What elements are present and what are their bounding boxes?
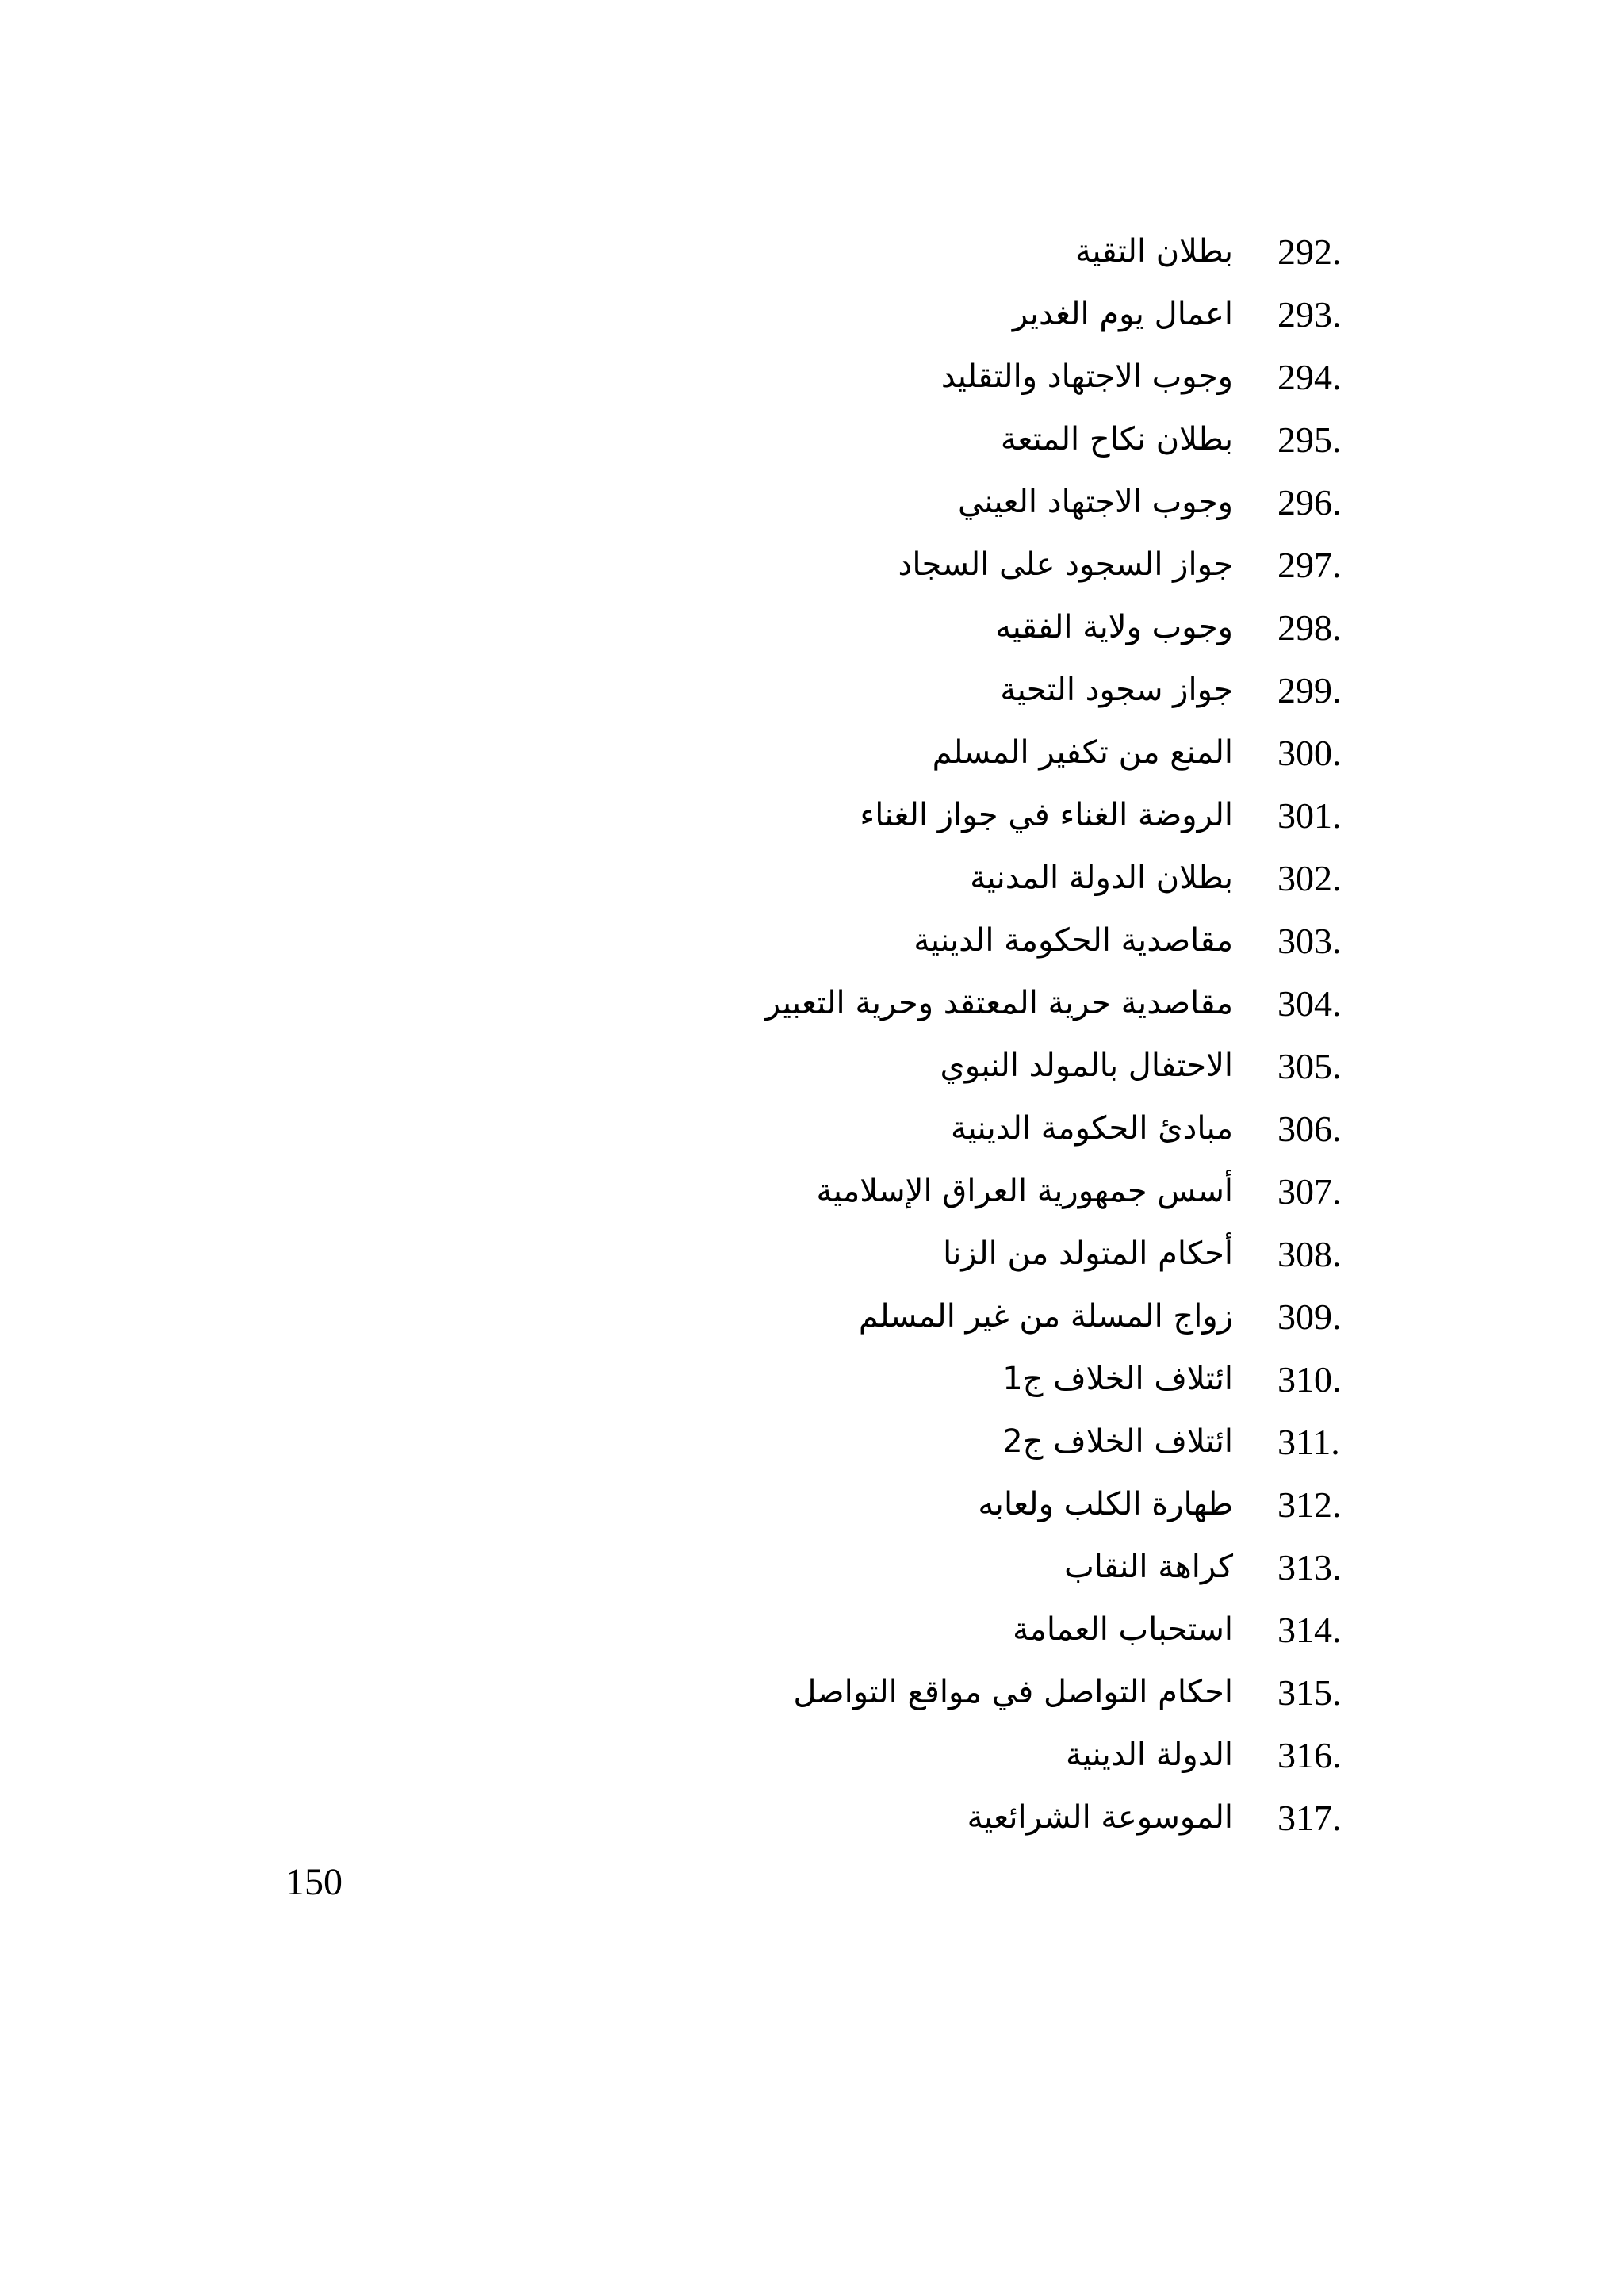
item-title: بطلان التقية xyxy=(1074,233,1233,270)
list-item xyxy=(0,1223,1624,1285)
book-list xyxy=(0,220,1624,1849)
item-title: الروضة الغناء في جواز الغناء xyxy=(860,797,1233,833)
list-item xyxy=(0,596,1624,659)
list-item xyxy=(0,910,1624,972)
item-title: وجوب الاجتهاد والتقليد xyxy=(940,358,1233,395)
list-item xyxy=(0,1599,1624,1661)
item-title: اعمال يوم الغدير xyxy=(1012,296,1233,332)
item-title: استحباب العمامة xyxy=(1013,1611,1233,1648)
item-title: بطلان نكاح المتعة xyxy=(1000,421,1233,458)
item-number: 303. xyxy=(1277,921,1342,961)
item-title: المنع من تكفير المسلم xyxy=(932,734,1233,771)
list-item xyxy=(0,784,1624,847)
item-number: 314. xyxy=(1277,1610,1342,1650)
item-number: 299. xyxy=(1277,670,1342,710)
item-number: 302. xyxy=(1277,858,1342,898)
item-title: أسس جمهورية العراق الإسلامية xyxy=(816,1173,1233,1209)
item-title: زواج المسلة من غير المسلم xyxy=(858,1298,1233,1335)
item-number: 298. xyxy=(1277,607,1342,648)
item-title: الاحتفال بالمولد النبوي xyxy=(940,1047,1233,1084)
list-item xyxy=(0,1473,1624,1536)
item-title: احكام التواصل في مواقع التواصل xyxy=(793,1674,1233,1710)
item-number: 295. xyxy=(1277,419,1342,460)
item-number: 316. xyxy=(1277,1735,1342,1775)
list-item xyxy=(0,1787,1624,1849)
list-item xyxy=(0,346,1624,408)
item-title: ائتلاف الخلاف ج2 xyxy=(1002,1423,1233,1460)
item-number: 310. xyxy=(1277,1359,1342,1400)
item-title: مبادئ الحكومة الدينية xyxy=(951,1110,1233,1147)
item-title: جواز السجود على السجاد xyxy=(898,546,1233,583)
item-number: 307. xyxy=(1277,1171,1342,1212)
list-item xyxy=(0,220,1624,283)
item-number: 311. xyxy=(1277,1422,1340,1462)
list-item xyxy=(0,471,1624,534)
item-title: ائتلاف الخلاف ج1 xyxy=(1002,1361,1233,1397)
item-title: وجوب الاجتهاد العيني xyxy=(957,484,1233,520)
item-title: وجوب ولاية الفقيه xyxy=(995,609,1233,645)
item-number: 296. xyxy=(1277,482,1342,523)
item-number: 313. xyxy=(1277,1547,1342,1587)
list-item xyxy=(0,1411,1624,1473)
item-title: طهارة الكلب ولعابه xyxy=(978,1486,1233,1522)
list-item xyxy=(0,1661,1624,1724)
item-title: الموسوعة الشرائعية xyxy=(967,1799,1233,1836)
list-item xyxy=(0,534,1624,596)
item-title: مقاصدية حرية المعتقد وحرية التعبير xyxy=(764,985,1233,1021)
list-item xyxy=(0,722,1624,784)
list-item xyxy=(0,1035,1624,1097)
item-title: الدولة الدينية xyxy=(1066,1737,1233,1773)
list-item xyxy=(0,1348,1624,1411)
list-item xyxy=(0,408,1624,471)
item-title: بطلان الدولة المدنية xyxy=(970,860,1233,896)
item-number: 297. xyxy=(1277,545,1342,585)
item-number: 317. xyxy=(1277,1798,1342,1838)
item-number: 308. xyxy=(1277,1234,1342,1274)
item-number: 304. xyxy=(1277,983,1342,1024)
item-number: 294. xyxy=(1277,357,1342,397)
item-number: 309. xyxy=(1277,1296,1342,1337)
list-item xyxy=(0,1160,1624,1223)
item-title: مقاصدية الحكومة الدينية xyxy=(914,922,1233,959)
list-item xyxy=(0,1097,1624,1160)
item-number: 306. xyxy=(1277,1109,1342,1149)
item-title: أحكام المتولد من الزنا xyxy=(943,1235,1233,1272)
item-number: 305. xyxy=(1277,1046,1342,1086)
list-item xyxy=(0,972,1624,1035)
list-item xyxy=(0,1285,1624,1348)
list-item xyxy=(0,283,1624,346)
page-number: 150 xyxy=(285,1861,343,1903)
list-item xyxy=(0,1724,1624,1787)
item-number: 292. xyxy=(1277,232,1342,272)
item-number: 293. xyxy=(1277,294,1342,335)
list-item xyxy=(0,659,1624,722)
item-title: كراهة النقاب xyxy=(1064,1549,1233,1585)
list-item xyxy=(0,847,1624,910)
item-title: جواز سجود التحية xyxy=(1000,672,1233,708)
item-number: 312. xyxy=(1277,1484,1342,1525)
item-number: 301. xyxy=(1277,795,1342,836)
list-item xyxy=(0,1536,1624,1599)
item-number: 315. xyxy=(1277,1672,1342,1713)
item-number: 300. xyxy=(1277,733,1342,773)
